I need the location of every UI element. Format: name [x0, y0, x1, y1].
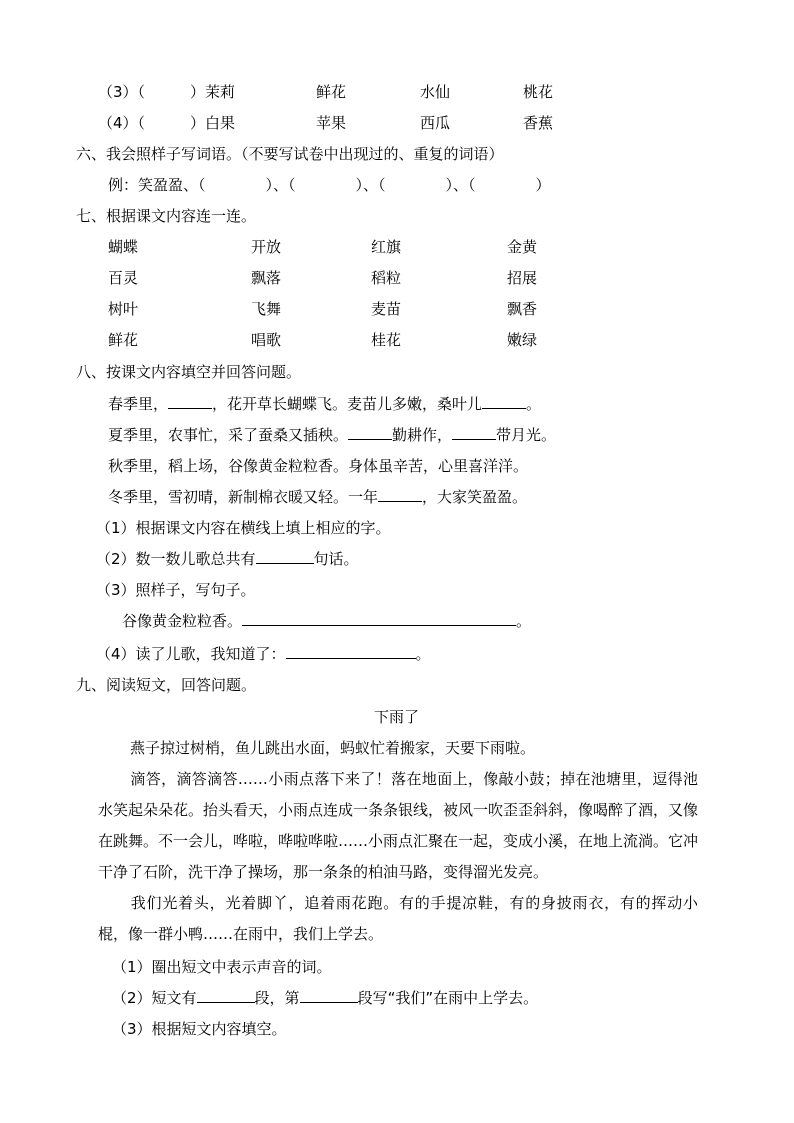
- question-8-3: （3）照样子，写句子。: [96, 581, 256, 599]
- classify-item: （4）（ ）白果: [98, 114, 236, 132]
- poem-text: 春季里，: [108, 395, 169, 413]
- passage-title: 下雨了: [374, 708, 420, 726]
- question-8-1: （1）根据课文内容在横线上填上相应的字。: [96, 519, 391, 537]
- section-8-heading: 八、按课文内容填空并回答问题。: [76, 363, 302, 381]
- classify-item: 香蕉: [523, 114, 554, 132]
- fill-blank[interactable]: [482, 394, 526, 409]
- passage-paragraph-3: [98, 888, 698, 950]
- question-text: 段，第: [254, 989, 300, 1007]
- question-text: 段写“我们”在雨中上学去。: [357, 989, 539, 1007]
- match-word: 飞舞: [251, 300, 282, 318]
- poem-text: 带月光。: [496, 426, 557, 444]
- question-text: （2）数一数儿歌总共有: [96, 550, 256, 568]
- question-text: （2）短文有: [112, 989, 197, 1007]
- question-text: 句话。: [313, 550, 359, 568]
- paragraph-text: 我们光着头，光着脚丫，追着雨花跑。有的手提凉鞋，有的身披雨衣，有的挥动小棍，像一群小鸭……在雨中，我们上学去。: [98, 894, 698, 943]
- match-word: 唱歌: [251, 331, 282, 349]
- example-sentence: 谷像黄金粒粒香。: [122, 612, 243, 630]
- match-word: 树叶: [108, 300, 139, 318]
- question-8-3-example: [122, 611, 531, 631]
- section-7-heading: 七、根据课文内容连一连。: [76, 207, 257, 225]
- question-text: 。: [516, 612, 532, 630]
- classify-item: 西瓜: [420, 114, 451, 132]
- poem-text: 夏季里，农事忙，采了蚕桑又插秧。: [108, 426, 349, 444]
- question-9-2: [112, 988, 538, 1008]
- match-word: 桂花: [371, 331, 402, 349]
- poem-line-spring: [108, 394, 541, 414]
- classify-item: 桃花: [523, 83, 554, 101]
- match-word: 飘香: [507, 300, 538, 318]
- match-word: 稻粒: [371, 269, 402, 287]
- match-word: 鲜花: [108, 331, 139, 349]
- match-word: 百灵: [108, 269, 139, 287]
- classify-row-3: [98, 82, 235, 102]
- match-word: 飘落: [251, 269, 282, 287]
- poem-text: ，大家笑盈盈。: [422, 488, 528, 506]
- match-word: 嫩绿: [507, 331, 538, 349]
- poem-text: 冬季里，雪初晴，新制棉衣暖又轻。一年: [108, 488, 379, 506]
- fill-blank[interactable]: [242, 611, 516, 626]
- match-word: 蝴蝶: [108, 238, 139, 256]
- poem-text: 。: [526, 395, 542, 413]
- classify-item: 水仙: [420, 83, 451, 101]
- question-text: 。: [415, 645, 431, 663]
- question-9-1: （1）圈出短文中表示声音的词。: [112, 958, 332, 976]
- fill-blank[interactable]: [286, 644, 416, 659]
- fill-blank[interactable]: [300, 988, 358, 1003]
- poem-text: 勤耕作，: [392, 426, 453, 444]
- section-6-heading: 六、我会照样子写词语。（不要写试卷中出现过的、重复的词语）: [76, 145, 504, 163]
- match-word: 招展: [507, 269, 538, 287]
- poem-line-winter: [108, 487, 527, 507]
- poem-line-summer: [108, 425, 556, 445]
- poem-text: ，花开草长蝴蝶飞。麦苗儿多嫩，桑叶儿: [212, 395, 483, 413]
- question-9-3: （3）根据短文内容填空。: [112, 1020, 287, 1038]
- passage-paragraph-1: [98, 733, 698, 764]
- fill-blank[interactable]: [378, 487, 422, 502]
- question-text: （4）读了儿歌，我知道了：: [96, 645, 286, 663]
- match-word: 红旗: [371, 238, 402, 256]
- fill-blank[interactable]: [256, 549, 314, 564]
- poem-line-autumn: 秋季里，稻上场，谷像黄金粒粒香。身体虽辛苦，心里喜洋洋。: [108, 457, 529, 475]
- section-9-heading: 九、阅读短文，回答问题。: [76, 676, 257, 694]
- fill-blank[interactable]: [348, 425, 392, 440]
- classify-item: 鲜花: [316, 83, 347, 101]
- fill-blank[interactable]: [168, 394, 212, 409]
- section-6-example: 例：笑盈盈、（ ）、（ ）、（ ）、（ ）: [108, 176, 551, 194]
- classify-item: 苹果: [316, 114, 347, 132]
- classify-item: （3）（ ）茉莉: [98, 83, 236, 101]
- passage-paragraph-2: [98, 764, 698, 888]
- fill-blank[interactable]: [197, 988, 255, 1003]
- question-8-2: [96, 549, 359, 569]
- classify-row-4: [98, 113, 235, 133]
- fill-blank[interactable]: [452, 425, 496, 440]
- paragraph-text: 滴答，滴答滴答……小雨点落下来了！落在地面上，像敲小鼓；掉在池塘里，逗得池水笑起朵朵花。抬头看天，小雨点连成一条条银线，被风一吹歪歪斜斜，像喝醉了酒，又像在跳舞。不一会儿，哗啦，哗啦哗啦……小雨点汇聚在一起，变成小溪，在地上流淌。它冲干净了石阶，洗干净了操场，那一条条的柏油马路，变得溜光发亮。: [98, 770, 699, 881]
- match-word: 金黄: [507, 238, 538, 256]
- match-word: 麦苗: [371, 300, 402, 318]
- paragraph-text: 燕子掠过树梢，鱼儿跳出水面，蚂蚁忙着搬家，天要下雨啦。: [130, 739, 536, 757]
- match-word: 开放: [251, 238, 282, 256]
- question-8-4: [96, 644, 431, 664]
